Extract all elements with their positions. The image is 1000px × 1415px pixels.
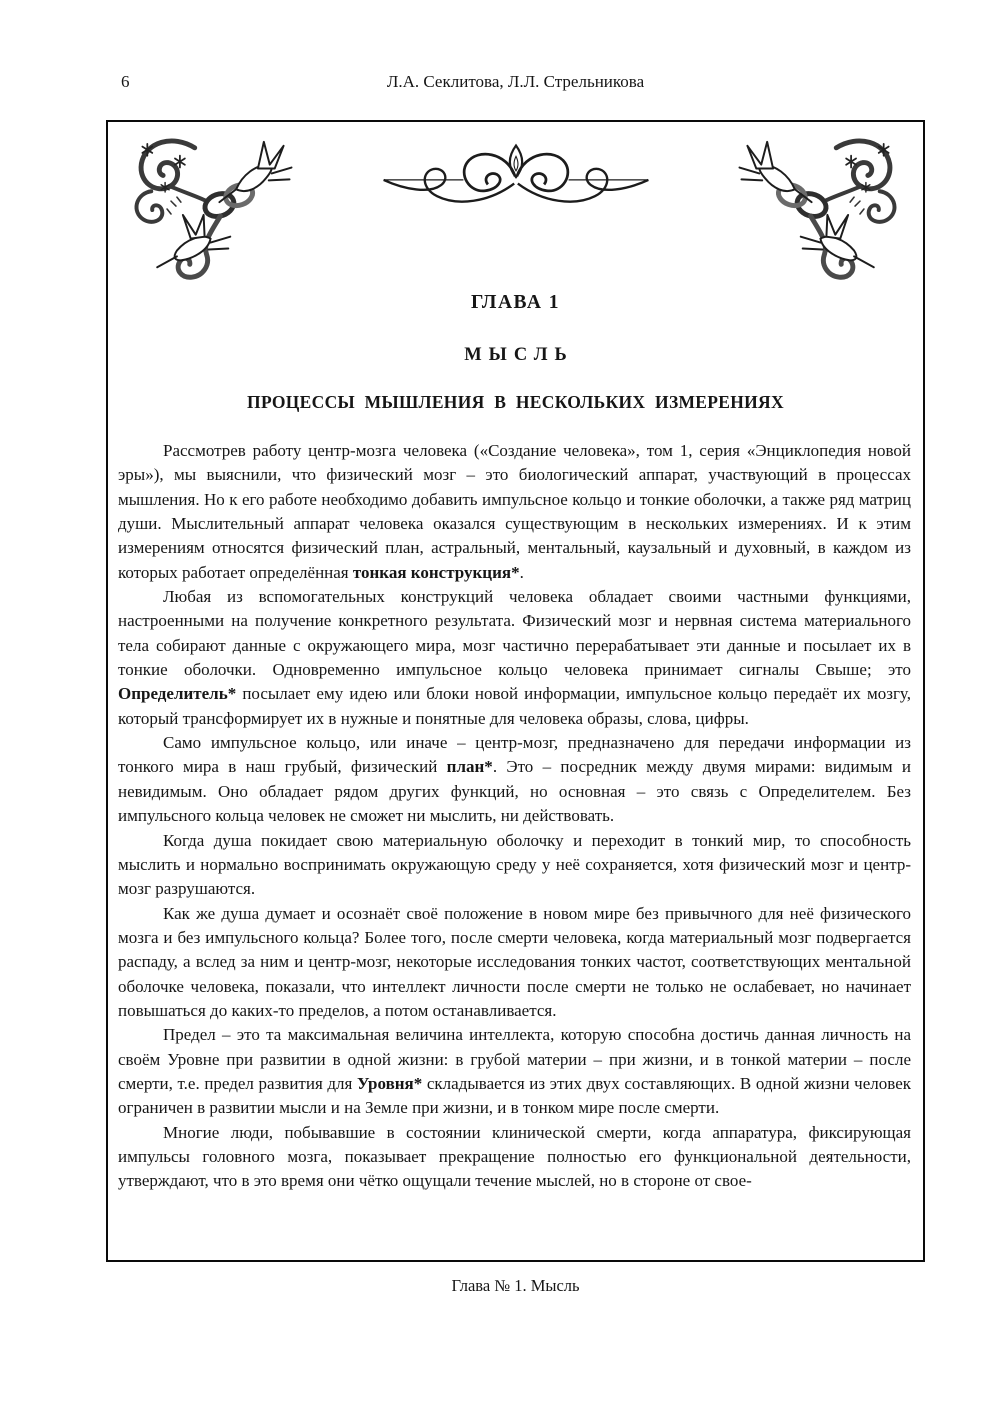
page-footer: Глава № 1. Мысль xyxy=(451,1276,580,1295)
corner-vine-birds-icon xyxy=(122,132,302,290)
content-frame xyxy=(106,120,925,1262)
corner-vine-birds-icon xyxy=(729,132,909,290)
chapter-title: МЫСЛЬ xyxy=(464,345,574,365)
paragraph: Предел – это та максимальная величина интеллекта, которую способна достичь данная личность на своём Уровне при развитии в одной жизни: в грубой материи – при жизни, и в тонкой материи – после смерти, т.е. предел развития для Уровня* складывается из этих двух составляющих. В одной жизни человек ограничен в развитии мысли и на Земле при жизни, и в тонком мире после смерти. xyxy=(118,1025,911,1118)
section-title: ПРОЦЕССЫ МЫШЛЕНИЯ В НЕСКОЛЬКИХ ИЗМЕРЕНИЯХ xyxy=(247,392,784,412)
paragraph: Само импульсное кольцо, или иначе – центр-мозг, предназначено для передачи информации из тонкого мира в наш грубый, физический план*. Это – посредник между двумя мирами: видимым и невидимым. Оно обладает рядом других функций, но основная – это связь с Определителем. Без импульсного кольца человек не сможет ни мыслить, ни действовать. xyxy=(118,733,912,826)
paragraph: Рассмотрев работу центр-мозга человека («Создание человека», том 1, серия «Энциклопедия новой эры»), мы выяснили, что физический мозг – это биологический аппарат, участвующий в процессах мышления. Но к его работе необходимо добавить импульсное кольцо и тонкие оболочки, а также ряд матриц души. Мыслительный аппарат человека оказался существующим в нескольких измерениях. И к этим измерениям относятся физический план, астральный, ментальный, каузальный и духовный, в каждом из которых работает определённая тонкая конструкция*. xyxy=(118,441,911,582)
paragraph: Как же душа думает и осознаёт своё положение в новом мире без привычного для неё физического мозга и без импульсного кольца? Более того, после смерти человека, когда материальный мозг подвергается распаду, а вслед за ним и центр-мозг, некоторые исследования тонких частот, соответствующих ментальной оболочке человека, показали, что интеллект личности после смерти не только не ослабевает, но начинает повышаться до каких-то пределов, а потом останавливается. xyxy=(118,903,911,1020)
calligraphic-flourish-icon xyxy=(380,138,652,220)
body-text xyxy=(118,439,911,1194)
chapter-label: ГЛАВА 1 xyxy=(470,292,561,313)
paragraph: Когда душа покидает свою материальную оболочку и переходит в тонкий мир, то способность мыслить и нормально воспринимать окружающую среду у неё сохраняется, хотя физический мозг и центр-мозг разрушаются. xyxy=(118,830,911,899)
running-title: Л.А. Секлитова, Л.Л. Стрельникова xyxy=(386,72,645,91)
paragraph: Многие люди, побывавшие в состоянии клинической смерти, когда аппаратура, фиксирующая импульсы головного мозга, показывает прекращение полностью его функциональной деятельности, утверждают, что в это время они чётко ощущали течение мыслей, но в стороне от свое- xyxy=(118,1122,911,1191)
ornament-row xyxy=(108,122,923,292)
page-number: 6 xyxy=(121,72,130,91)
paragraph: Любая из вспомогательных конструкций человека обладает своими частными функциями, настроенными на получение конкретного результата. Физический мозг и нервная система материального тела собирают данные с окружающего мира, мозг частично перерабатывает эти данные и посылает их в тонкие оболочки. Одновременно импульсное кольцо человека принимает сигналы Свыше; это Определитель* посылает ему идею или блоки новой информации, импульсное кольцо передаёт их мозгу, который трансформирует их в нужные и понятные для человека образы, слова, цифры. xyxy=(118,587,911,728)
